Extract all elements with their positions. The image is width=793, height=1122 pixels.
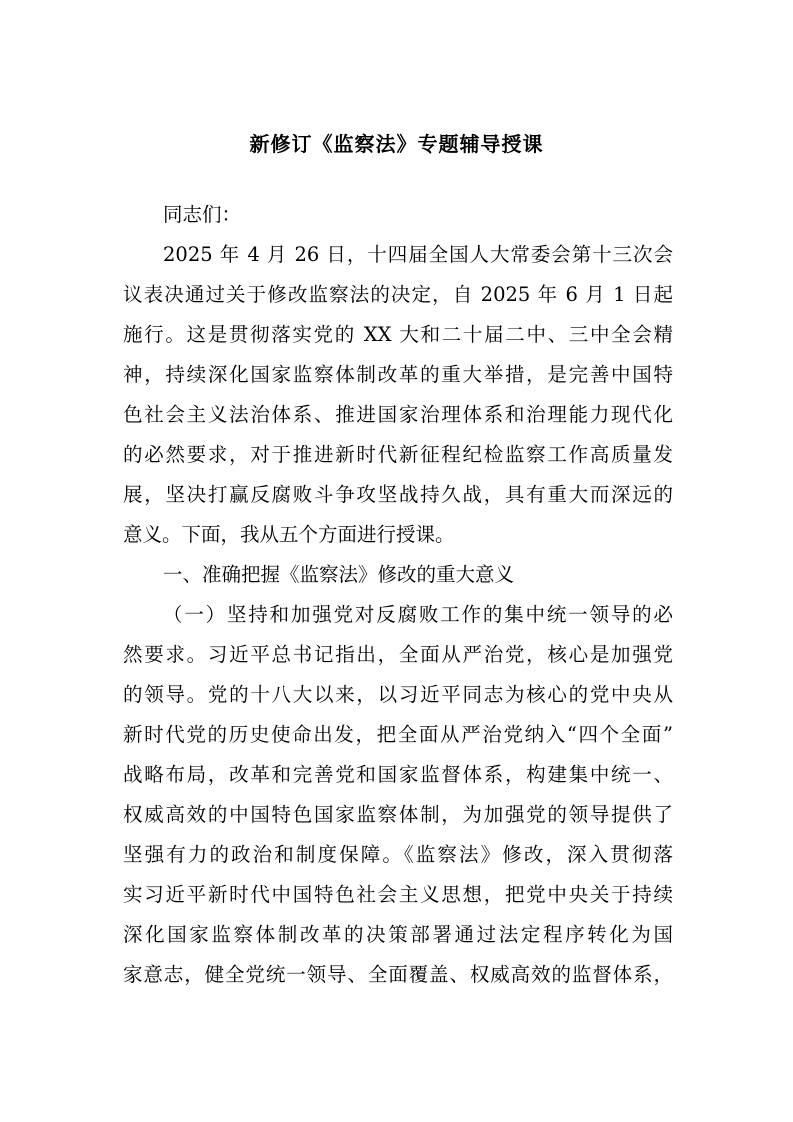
paragraph-line: 深化国家监察体制改革的决策部署通过法定程序转化为国 (123, 923, 673, 946)
paragraph-line: 议表决通过关于修改监察法的决定，自 2025 年 6 月 1 日起 (123, 283, 673, 306)
paragraph-line: 的必然要求，对于推进新时代新征程纪检监察工作高质量发 (123, 443, 673, 466)
paragraph-line: 展，坚决打赢反腐败斗争攻坚战持久战，具有重大而深远的 (123, 483, 673, 506)
section-heading: 一、准确把握《监察法》修改的重大意义 (163, 563, 515, 586)
paragraph-line: 施行。这是贯彻落实党的 XX 大和二十届二中、三中全会精 (123, 323, 673, 346)
paragraph-line: 权威高效的中国特色国家监察体制，为加强党的领导提供了 (123, 803, 673, 826)
paragraph-line: 神，持续深化国家监察体制改革的重大举措，是完善中国特 (123, 363, 673, 386)
document-title: 新修订《监察法》专题辅导授课 (249, 132, 544, 156)
paragraph-line: 家意志，健全党统一领导、全面覆盖、权威高效的监督体系， (123, 963, 673, 986)
paragraph-line: （一）坚持和加强党对反腐败工作的集中统一领导的必 (163, 603, 673, 626)
greeting: 同志们： (163, 203, 242, 226)
paragraph-line: 2025 年 4 月 26 日，十四届全国人大常委会第十三次会 (163, 243, 673, 266)
paragraph-line: 意义。下面，我从五个方面进行授课。 (123, 523, 455, 546)
paragraph-line: 的领导。党的十八大以来，以习近平同志为核心的党中央从 (123, 683, 673, 706)
paragraph-line: 新时代党的历史使命出发，把全面从严治党纳入“四个全面” (123, 723, 673, 746)
paragraph-line: 实习近平新时代中国特色社会主义思想，把党中央关于持续 (123, 883, 673, 906)
paragraph-line: 战略布局，改革和完善党和国家监督体系，构建集中统一、 (123, 763, 673, 786)
paragraph-line: 色社会主义法治体系、推进国家治理体系和治理能力现代化 (123, 403, 673, 426)
paragraph-line: 坚强有力的政治和制度保障。《监察法》修改，深入贯彻落 (123, 843, 673, 866)
paragraph-line: 然要求。习近平总书记指出，全面从严治党，核心是加强党 (123, 643, 673, 666)
